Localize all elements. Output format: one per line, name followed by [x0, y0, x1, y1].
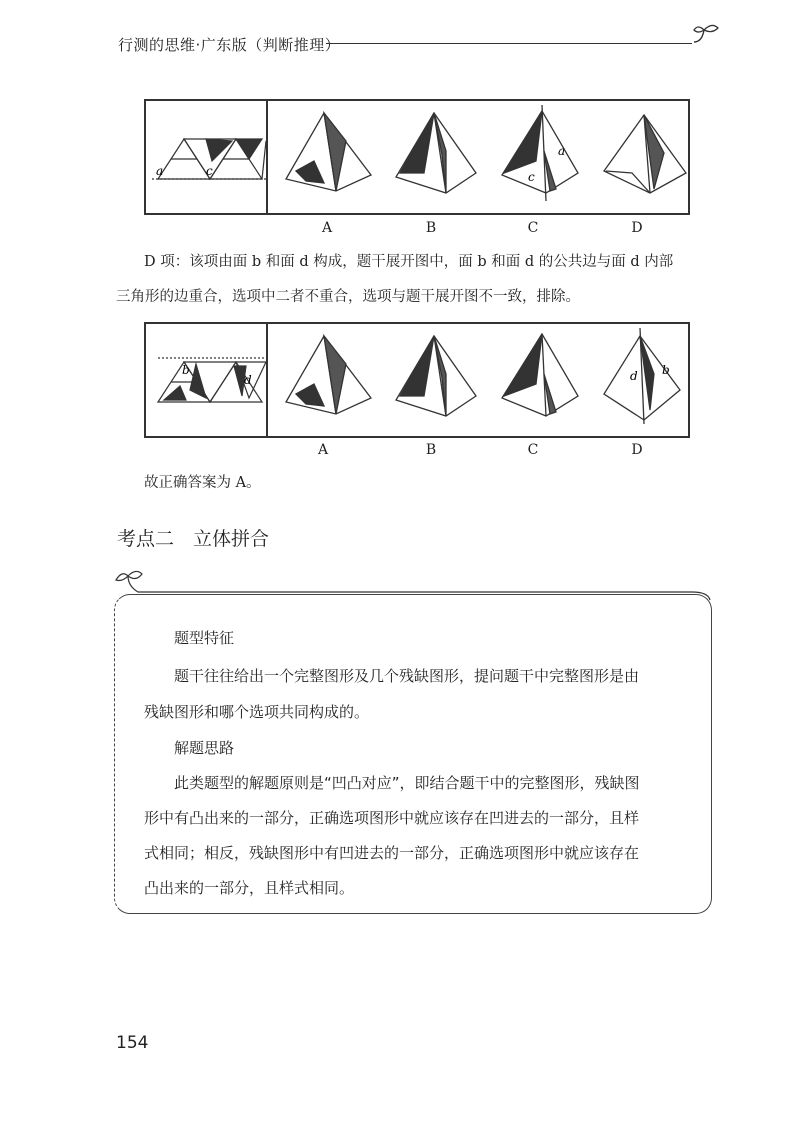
- option-b-pyramid: [396, 113, 476, 193]
- figure-2-label-d: D: [631, 442, 643, 458]
- option-d-label-b: b: [662, 363, 670, 377]
- face-label-b: b: [182, 363, 190, 377]
- leaf-icon: [116, 574, 128, 581]
- page-number: 154: [116, 1033, 149, 1053]
- answer-line: 故正确答案为 A。: [144, 475, 261, 491]
- figure-2-label-c: C: [527, 442, 539, 458]
- option-d-label-d: d: [630, 369, 638, 383]
- paragraph-d-line-2: 三角形的边重合，选项中二者不重合，选项与题干展开图不一致，排除。: [116, 289, 580, 305]
- sprout-icon: [688, 22, 724, 50]
- figure-1-label-b: B: [425, 220, 437, 236]
- figure-2-label-a: A: [317, 442, 329, 458]
- paragraph-d-line-1: D 项：该项由面 b 和面 d 构成，题干展开图中，面 b 和面 d 的公共边与面 d 内部: [144, 254, 674, 270]
- face-label-a: a: [156, 164, 164, 178]
- box-text-2-line-1: 此类题型的解题原则是“凹凸对应”，即结合题干中的完整图形，残缺图: [174, 774, 640, 792]
- option-c-pyramid: [502, 105, 578, 201]
- option-b-pyramid-2: [396, 336, 476, 416]
- figure-1-panel: [144, 99, 690, 215]
- figure-1-label-d: D: [631, 220, 643, 236]
- figure-1-drawing: [146, 101, 688, 213]
- option-a-pyramid-2: [286, 336, 371, 414]
- face-label-c: c: [206, 164, 213, 178]
- option-c-pyramid-2: [502, 334, 578, 416]
- box-text-1-line-2: 残缺图形和哪个选项共同构成的。: [144, 703, 370, 721]
- figure-2-panel: [144, 322, 690, 438]
- box-text-2-line-2: 形中有凸出来的一部分，正确选项图形中就应该存在凹进去的一部分，且样: [144, 809, 640, 827]
- box-heading-approach: 解题思路: [174, 739, 235, 757]
- box-text-1-line-1: 题干往往给出一个完整图形及几个残缺图形，提问题干中完整图形是由: [174, 667, 640, 685]
- option-c-label-a: a: [558, 144, 566, 158]
- figure-2-drawing: [146, 324, 688, 436]
- option-a-pyramid: [286, 113, 371, 191]
- option-c-label-c: c: [528, 170, 535, 184]
- header-rule: [326, 43, 692, 44]
- box-text-2-line-4: 凸出来的一部分，且样式相同。: [144, 879, 355, 897]
- box-text-2-line-3: 式相同；相反，残缺图形中有凹进去的一部分，正确选项图形中就应该存在: [144, 844, 640, 862]
- header-title: 行测的思维·广东版（判断推理）: [118, 36, 341, 54]
- face-label-d: d: [244, 373, 252, 387]
- figure-2-label-b: B: [425, 442, 437, 458]
- box-heading-feature: 题型特征: [174, 629, 235, 647]
- section-title: 考点二 立体拼合: [117, 528, 270, 550]
- figure-1-label-a: A: [321, 220, 333, 236]
- figure-1-label-c: C: [527, 220, 539, 236]
- option-d-pyramid: [604, 115, 686, 193]
